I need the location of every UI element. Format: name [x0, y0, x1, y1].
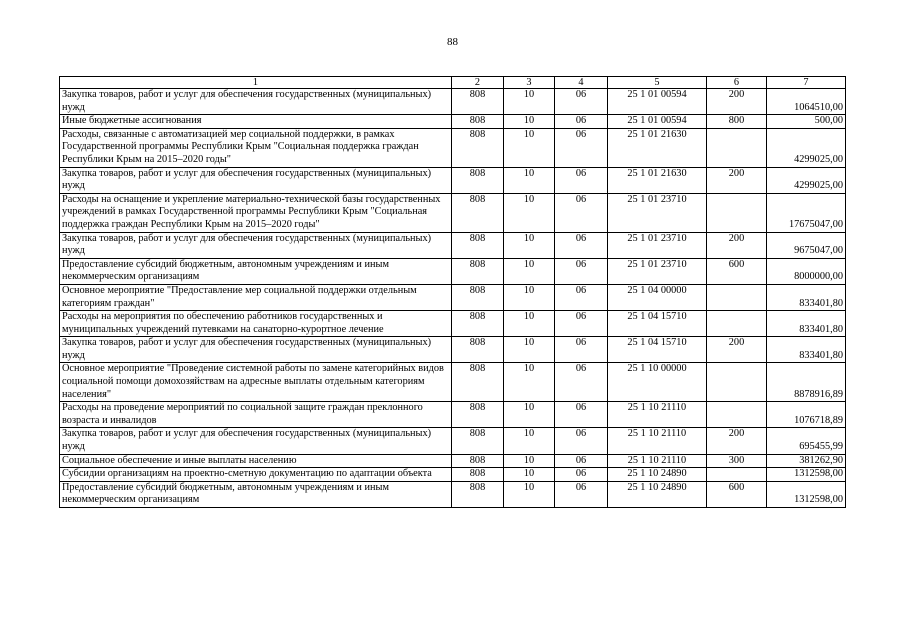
column-number-row [60, 77, 846, 89]
column-number: 5 [608, 77, 707, 89]
section-code-cell: 10 [504, 193, 555, 232]
expense-type-code-cell [707, 311, 767, 337]
amount-cell: 695455,99 [767, 428, 846, 454]
section-code-cell: 10 [504, 454, 555, 468]
table-body [60, 89, 846, 508]
section-code-cell: 10 [504, 311, 555, 337]
target-article-code-cell: 25 1 04 00000 [608, 284, 707, 310]
amount-cell: 500,00 [767, 115, 846, 129]
target-article-code-cell: 25 1 04 15710 [608, 311, 707, 337]
amount-cell: 833401,80 [767, 284, 846, 310]
ministry-code-cell: 808 [452, 232, 504, 258]
section-code-cell: 10 [504, 468, 555, 482]
item-name-cell: Основное мероприятие "Предоставление мер социальной поддержки отдельным категориям граждан" [60, 284, 452, 310]
table-row [60, 258, 846, 284]
subsection-code-cell: 06 [555, 232, 608, 258]
amount-cell: 4299025,00 [767, 167, 846, 193]
ministry-code-cell: 808 [452, 337, 504, 363]
expense-type-code-cell: 300 [707, 454, 767, 468]
ministry-code-cell: 808 [452, 89, 504, 115]
expense-type-code-cell [707, 468, 767, 482]
amount-cell: 1312598,00 [767, 481, 846, 507]
amount-cell: 1076718,89 [767, 402, 846, 428]
ministry-code-cell: 808 [452, 402, 504, 428]
amount-cell: 8000000,00 [767, 258, 846, 284]
section-code-cell: 10 [504, 363, 555, 402]
item-name-cell: Расходы на оснащение и укрепление материально-технической базы государственных учреждений в рамках Государственной программы Республики Крым "Социальная поддержка граждан Республики Крым на 2015–2020 годы" [60, 193, 452, 232]
item-name-cell: Закупка товаров, работ и услуг для обеспечения государственных (муниципальных) нужд [60, 167, 452, 193]
subsection-code-cell: 06 [555, 481, 608, 507]
table-row [60, 232, 846, 258]
target-article-code-cell: 25 1 01 23710 [608, 193, 707, 232]
expense-type-code-cell: 200 [707, 337, 767, 363]
amount-cell: 8878916,89 [767, 363, 846, 402]
subsection-code-cell: 06 [555, 428, 608, 454]
ministry-code-cell: 808 [452, 481, 504, 507]
item-name-cell: Предоставление субсидий бюджетным, автономным учреждениям и иным некоммерческим организациям [60, 481, 452, 507]
subsection-code-cell: 06 [555, 115, 608, 129]
column-number: 1 [60, 77, 452, 89]
expense-type-code-cell [707, 193, 767, 232]
item-name-cell: Основное мероприятие "Проведение системной работы по замене категорийных видов социальной помощи домохозяйствам на адресные выплаты отдельным категориям населения" [60, 363, 452, 402]
subsection-code-cell: 06 [555, 284, 608, 310]
target-article-code-cell: 25 1 10 00000 [608, 363, 707, 402]
table-row [60, 402, 846, 428]
ministry-code-cell: 808 [452, 167, 504, 193]
table-row [60, 284, 846, 310]
subsection-code-cell: 06 [555, 167, 608, 193]
table-row [60, 89, 846, 115]
target-article-code-cell: 25 1 01 00594 [608, 115, 707, 129]
expense-type-code-cell: 200 [707, 167, 767, 193]
amount-cell: 833401,80 [767, 337, 846, 363]
table-row [60, 115, 846, 129]
section-code-cell: 10 [504, 167, 555, 193]
amount-cell: 9675047,00 [767, 232, 846, 258]
subsection-code-cell: 06 [555, 454, 608, 468]
ministry-code-cell: 808 [452, 128, 504, 167]
target-article-code-cell: 25 1 01 23710 [608, 258, 707, 284]
table-row [60, 454, 846, 468]
table-row [60, 428, 846, 454]
amount-cell: 1312598,00 [767, 468, 846, 482]
budget-table [59, 76, 846, 508]
item-name-cell: Закупка товаров, работ и услуг для обеспечения государственных (муниципальных) нужд [60, 232, 452, 258]
subsection-code-cell: 06 [555, 193, 608, 232]
target-article-code-cell: 25 1 01 00594 [608, 89, 707, 115]
subsection-code-cell: 06 [555, 337, 608, 363]
expense-type-code-cell [707, 363, 767, 402]
target-article-code-cell: 25 1 10 21110 [608, 454, 707, 468]
page-number: 88 [447, 36, 458, 48]
item-name-cell: Социальное обеспечение и иные выплаты населению [60, 454, 452, 468]
section-code-cell: 10 [504, 481, 555, 507]
section-code-cell: 10 [504, 258, 555, 284]
item-name-cell: Предоставление субсидий бюджетным, автономным учреждениям и иным некоммерческим организациям [60, 258, 452, 284]
section-code-cell: 10 [504, 232, 555, 258]
amount-cell: 4299025,00 [767, 128, 846, 167]
column-number: 3 [504, 77, 555, 89]
section-code-cell: 10 [504, 128, 555, 167]
subsection-code-cell: 06 [555, 128, 608, 167]
target-article-code-cell: 25 1 10 24890 [608, 468, 707, 482]
item-name-cell: Закупка товаров, работ и услуг для обеспечения государственных (муниципальных) нужд [60, 89, 452, 115]
table-row [60, 337, 846, 363]
expense-type-code-cell: 200 [707, 89, 767, 115]
ministry-code-cell: 808 [452, 363, 504, 402]
ministry-code-cell: 808 [452, 311, 504, 337]
table-row [60, 128, 846, 167]
table-row [60, 193, 846, 232]
expense-type-code-cell: 600 [707, 258, 767, 284]
ministry-code-cell: 808 [452, 428, 504, 454]
ministry-code-cell: 808 [452, 454, 504, 468]
item-name-cell: Субсидии организациям на проектно-сметную документацию по адаптации объекта [60, 468, 452, 482]
ministry-code-cell: 808 [452, 284, 504, 310]
section-code-cell: 10 [504, 428, 555, 454]
table-row [60, 363, 846, 402]
ministry-code-cell: 808 [452, 193, 504, 232]
ministry-code-cell: 808 [452, 258, 504, 284]
section-code-cell: 10 [504, 115, 555, 129]
subsection-code-cell: 06 [555, 468, 608, 482]
column-number: 2 [452, 77, 504, 89]
item-name-cell: Закупка товаров, работ и услуг для обеспечения государственных (муниципальных) нужд [60, 428, 452, 454]
target-article-code-cell: 25 1 10 21110 [608, 428, 707, 454]
expense-type-code-cell [707, 284, 767, 310]
target-article-code-cell: 25 1 01 21630 [608, 167, 707, 193]
target-article-code-cell: 25 1 04 15710 [608, 337, 707, 363]
expense-type-code-cell [707, 128, 767, 167]
section-code-cell: 10 [504, 284, 555, 310]
table-row [60, 167, 846, 193]
table-row [60, 468, 846, 482]
subsection-code-cell: 06 [555, 402, 608, 428]
section-code-cell: 10 [504, 402, 555, 428]
ministry-code-cell: 808 [452, 468, 504, 482]
subsection-code-cell: 06 [555, 363, 608, 402]
amount-cell: 381262,90 [767, 454, 846, 468]
section-code-cell: 10 [504, 337, 555, 363]
column-number: 4 [555, 77, 608, 89]
expense-type-code-cell: 200 [707, 232, 767, 258]
section-code-cell: 10 [504, 89, 555, 115]
column-number: 6 [707, 77, 767, 89]
target-article-code-cell: 25 1 10 21110 [608, 402, 707, 428]
subsection-code-cell: 06 [555, 311, 608, 337]
amount-cell: 17675047,00 [767, 193, 846, 232]
column-number: 7 [767, 77, 846, 89]
target-article-code-cell: 25 1 01 21630 [608, 128, 707, 167]
ministry-code-cell: 808 [452, 115, 504, 129]
amount-cell: 833401,80 [767, 311, 846, 337]
item-name-cell: Закупка товаров, работ и услуг для обеспечения государственных (муниципальных) нужд [60, 337, 452, 363]
table-row [60, 311, 846, 337]
expense-type-code-cell: 800 [707, 115, 767, 129]
subsection-code-cell: 06 [555, 258, 608, 284]
amount-cell: 1064510,00 [767, 89, 846, 115]
expense-type-code-cell: 200 [707, 428, 767, 454]
expense-type-code-cell [707, 402, 767, 428]
item-name-cell: Расходы на мероприятия по обеспечению работников государственных и муниципальных учреждений путевками на санаторно-курортное лечение [60, 311, 452, 337]
target-article-code-cell: 25 1 10 24890 [608, 481, 707, 507]
table-row [60, 481, 846, 507]
item-name-cell: Расходы на проведение мероприятий по социальной защите граждан преклонного возраста и инвалидов [60, 402, 452, 428]
item-name-cell: Иные бюджетные ассигнования [60, 115, 452, 129]
expense-type-code-cell: 600 [707, 481, 767, 507]
item-name-cell: Расходы, связанные с автоматизацией мер социальной поддержки, в рамках Государственной программы Республики Крым "Социальная поддержка граждан Республики Крым на 2015–2020 годы" [60, 128, 452, 167]
subsection-code-cell: 06 [555, 89, 608, 115]
target-article-code-cell: 25 1 01 23710 [608, 232, 707, 258]
